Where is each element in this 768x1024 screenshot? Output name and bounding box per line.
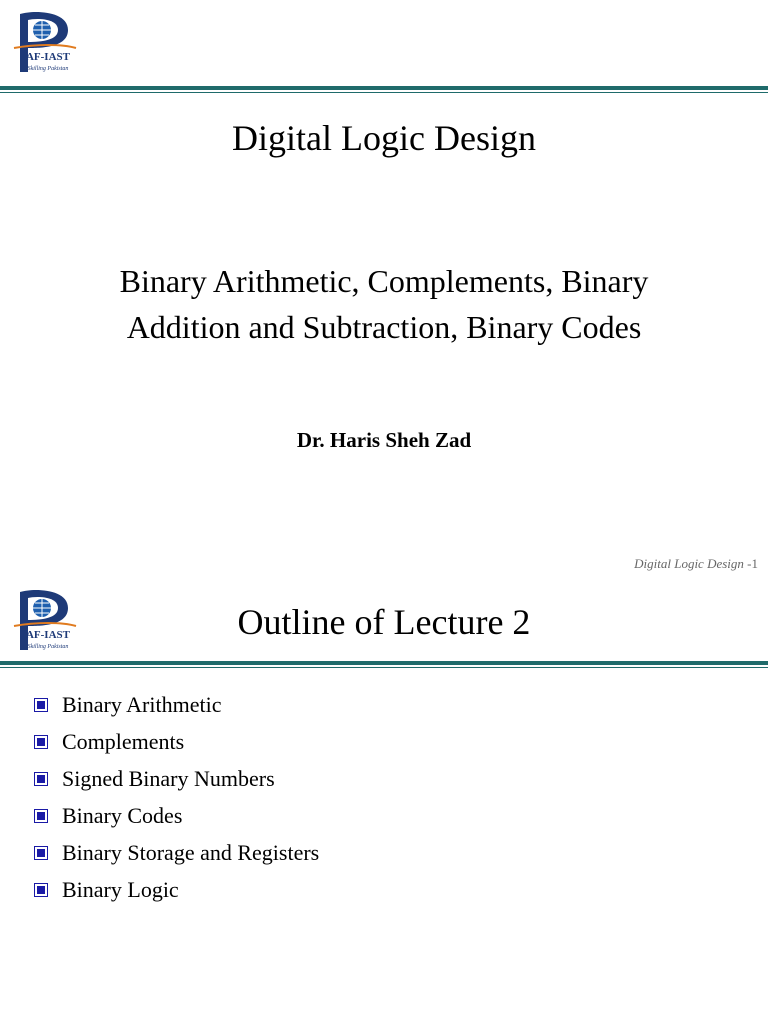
author-name: Dr. Haris Sheh Zad [296,428,472,452]
header-rule-thick [0,86,768,90]
square-bullet-icon [34,809,48,823]
list-item [34,834,319,871]
subtitle-line-1: Binary Arithmetic, Complements, Binary [119,263,649,299]
header-rule-thin [0,667,768,668]
list-item [34,723,319,760]
slide-title: Digital Logic Design [232,118,536,158]
footer-title: Digital Logic Design [634,556,744,571]
outline-list [34,686,319,908]
list-item-label: Binary Storage and Registers [62,839,320,865]
list-item-label: Binary Arithmetic [62,691,222,717]
header-rule-thick [0,661,768,665]
list-item [34,760,319,797]
slide-title: Outline of Lecture 2 [237,602,531,642]
logo-tagline: Skilling Pakistan [27,66,69,72]
list-item-label: Binary Logic [62,876,179,902]
logo-tagline: Skilling Pakistan [27,644,69,650]
subtitle-line-2: Addition and Subtraction, Binary Codes [126,309,642,345]
footer-page-number: -1 [747,556,758,571]
square-bullet-icon [34,735,48,749]
square-bullet-icon [34,772,48,786]
slide-2 [0,576,768,1024]
list-item [34,871,319,908]
list-item-label: Binary Codes [62,802,183,828]
square-bullet-icon [34,698,48,712]
list-item-label: Complements [62,728,185,754]
logo-text: AF-IAST [25,51,71,63]
slide-subtitle [30,258,738,350]
square-bullet-icon [34,883,48,897]
slide-footer [634,556,758,572]
header-rule-thin [0,92,768,93]
logo-text: AF-IAST [25,629,71,641]
list-item [34,686,319,723]
af-iast-logo [6,8,86,78]
square-bullet-icon [34,846,48,860]
list-item [34,797,319,834]
list-item-label: Signed Binary Numbers [62,765,275,791]
af-iast-logo-mark [6,8,86,78]
